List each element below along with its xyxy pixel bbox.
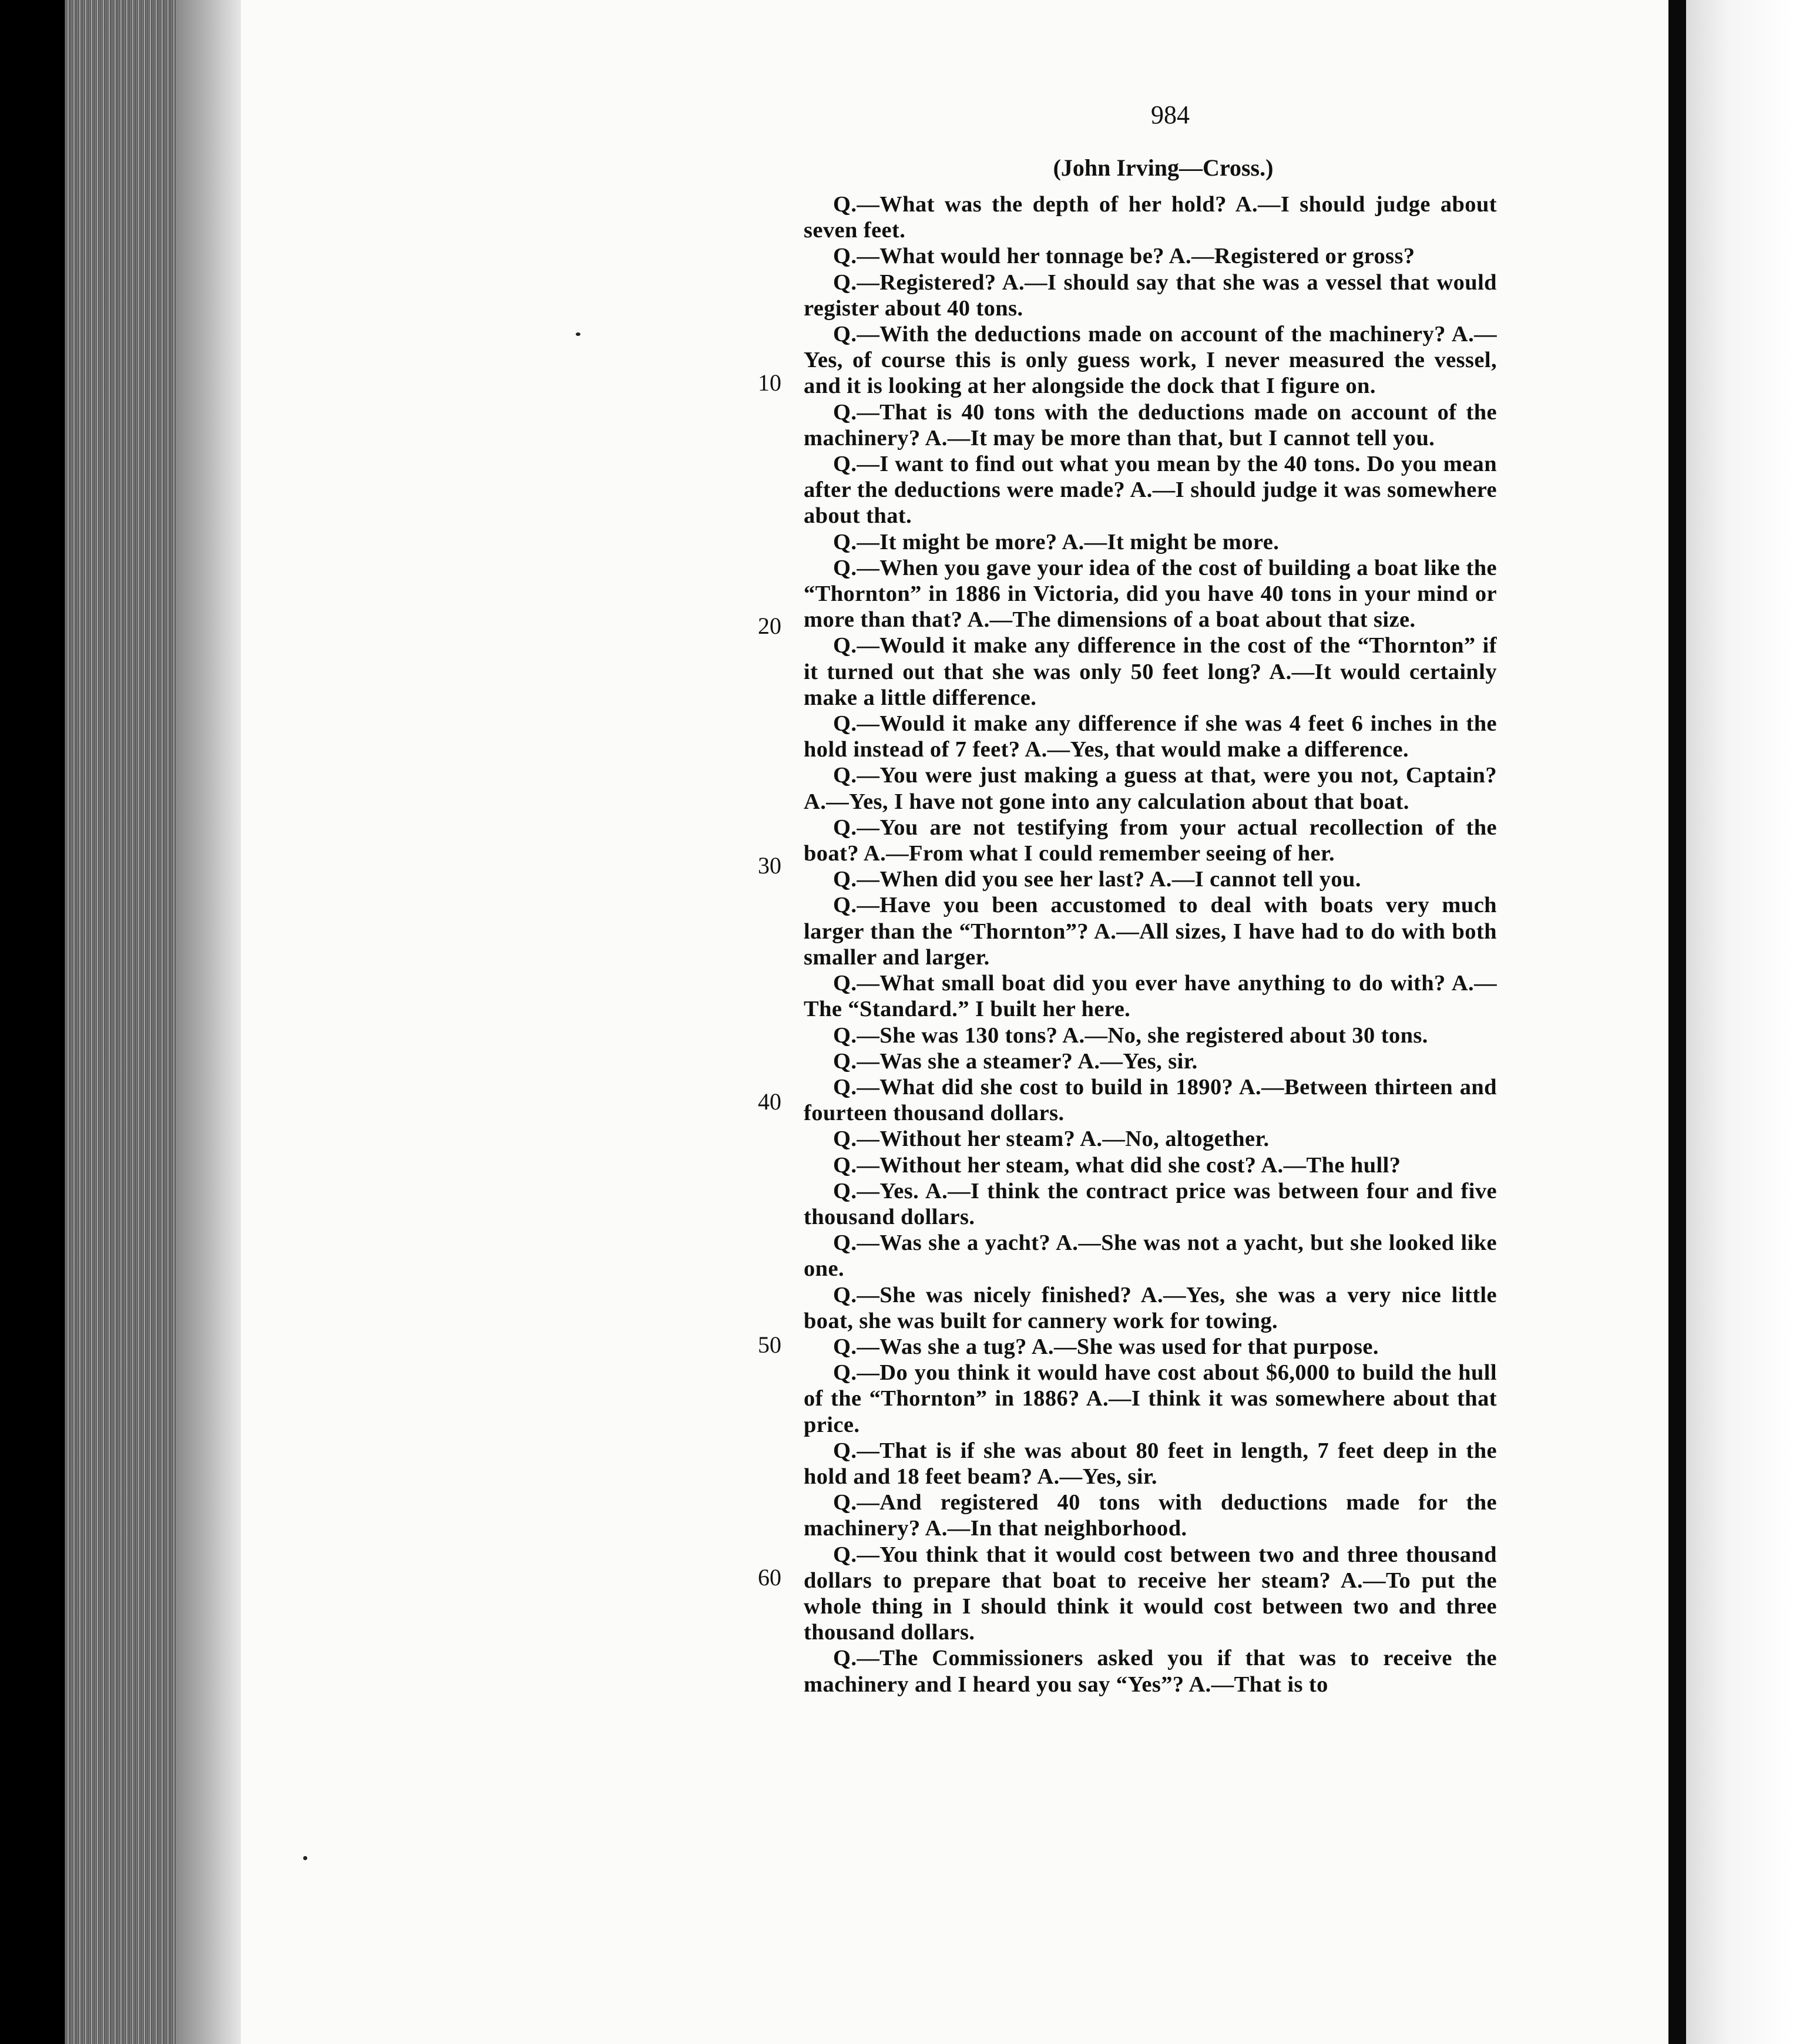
paragraph: Q.—What small boat did you ever have anything to do with? A.—The “Standard.” I built her here. <box>804 971 1497 1022</box>
running-head: (John Irving—Cross.) <box>1053 154 1274 181</box>
paragraph: Q.—What did she cost to build in 1890? A.—Between thirteen and fourteen thousand dollars. <box>804 1074 1497 1126</box>
paragraph: Q.—You think that it would cost between two and three thousand dollars to prepare that boat to receive her steam? A.—To put the whole thing in I should think it would cost between two and three thousand dollars. <box>804 1542 1497 1645</box>
page-number: 984 <box>1151 100 1190 129</box>
line-number: 20 <box>758 613 781 639</box>
line-number: 50 <box>758 1332 781 1358</box>
paragraph: Q.—What would her tonnage be? A.—Registered or gross? <box>833 244 1415 269</box>
paragraph: Q.—You are not testifying from your actual recollection of the boat? A.—From what I could remember seeing of her. <box>804 815 1497 866</box>
page-curl-shadow <box>176 0 241 2044</box>
paragraph: Q.—When did you see her last? A.—I cannot tell you. <box>833 867 1361 892</box>
testimony-text <box>804 191 1497 1697</box>
paragraph: Q.—Was she a tug? A.—She was used for that purpose. <box>833 1334 1379 1359</box>
paragraph: Q.—Would it make any difference in the cost of the “Thornton” if it turned out that she was only 50 feet long? A.—It would certainly make a little difference. <box>804 633 1497 710</box>
paragraph: Q.—When you gave your idea of the cost of building a boat like the “Thornton” in 1886 in Victoria, did you have 40 tons in your mind or more than that? A.—The dimensions of a boat about that size. <box>804 555 1497 633</box>
paragraph: Q.—She was nicely finished? A.—Yes, she was a very nice little boat, she was built for cannery work for towing. <box>804 1282 1497 1333</box>
facing-page <box>1686 0 1793 2044</box>
line-number: 60 <box>758 1564 781 1591</box>
paragraph: Q.—Yes. A.—I think the contract price was between four and five thousand dollars. <box>804 1178 1497 1229</box>
paragraph: Q.—Was she a steamer? A.—Yes, sir. <box>833 1048 1198 1074</box>
paragraph: Q.—You were just making a guess at that, were you not, Captain? A.—Yes, I have not gone into any calculation about that boat. <box>804 763 1497 814</box>
paragraph: Q.—The Commissioners asked you if that was to receive the machinery and I heard you say “Yes”? A.—That is to <box>804 1646 1497 1697</box>
paragraph: Q.—And registered 40 tons with deductions made for the machinery? A.—In that neighborhood. <box>804 1490 1497 1541</box>
paragraph: Q.—It might be more? A.—It might be more. <box>833 529 1280 554</box>
paragraph: Q.—Was she a yacht? A.—She was not a yacht, but she looked like one. <box>804 1231 1497 1282</box>
paragraph: Q.—Without her steam, what did she cost? A.—The hull? <box>833 1152 1401 1178</box>
paragraph: Q.—That is 40 tons with the deductions made on account of the machinery? A.—It may be more than that, but I cannot tell you. <box>804 399 1497 451</box>
scan-speck <box>576 332 580 336</box>
paragraph: Q.—What was the depth of her hold? A.—I should judge about seven feet. <box>804 192 1497 243</box>
paragraph: Q.—I want to find out what you mean by the 40 tons. Do you mean after the deductions were made? A.—I should judge it was somewhere about that. <box>804 452 1497 529</box>
paragraph: Q.—Would it make any difference if she was 4 feet 6 inches in the hold instead of 7 feet? A.—Yes, that would make a difference. <box>804 711 1497 762</box>
line-number: 40 <box>758 1088 781 1115</box>
line-number: 10 <box>758 369 781 396</box>
line-number: 30 <box>758 852 781 879</box>
paragraph: Q.—That is if she was about 80 feet in length, 7 feet deep in the hold and 18 feet beam? A.—Yes, sir. <box>804 1438 1497 1489</box>
book-gutter <box>1668 0 1686 2044</box>
paragraph: Q.—With the deductions made on account of the machinery? A.—Yes, of course this is only guess work, I never measured the vessel, and it is looking at her alongside the dock that I figure on. <box>804 322 1497 399</box>
paragraph: Q.—She was 130 tons? A.—No, she registered about 30 tons. <box>833 1023 1428 1048</box>
scan-speck <box>303 1856 307 1860</box>
paragraph: Q.—Registered? A.—I should say that she was a vessel that would register about 40 tons. <box>804 270 1497 321</box>
paragraph: Q.—Have you been accustomed to deal with boats very much larger than the “Thornton”? A.—All sizes, I have had to do with both smaller and larger. <box>804 893 1497 970</box>
paragraph: Q.—Do you think it would have cost about $6,000 to build the hull of the “Thornton” in 1886? A.—I think it was somewhere about that price. <box>804 1360 1497 1437</box>
paragraph: Q.—Without her steam? A.—No, altogether. <box>833 1127 1270 1152</box>
